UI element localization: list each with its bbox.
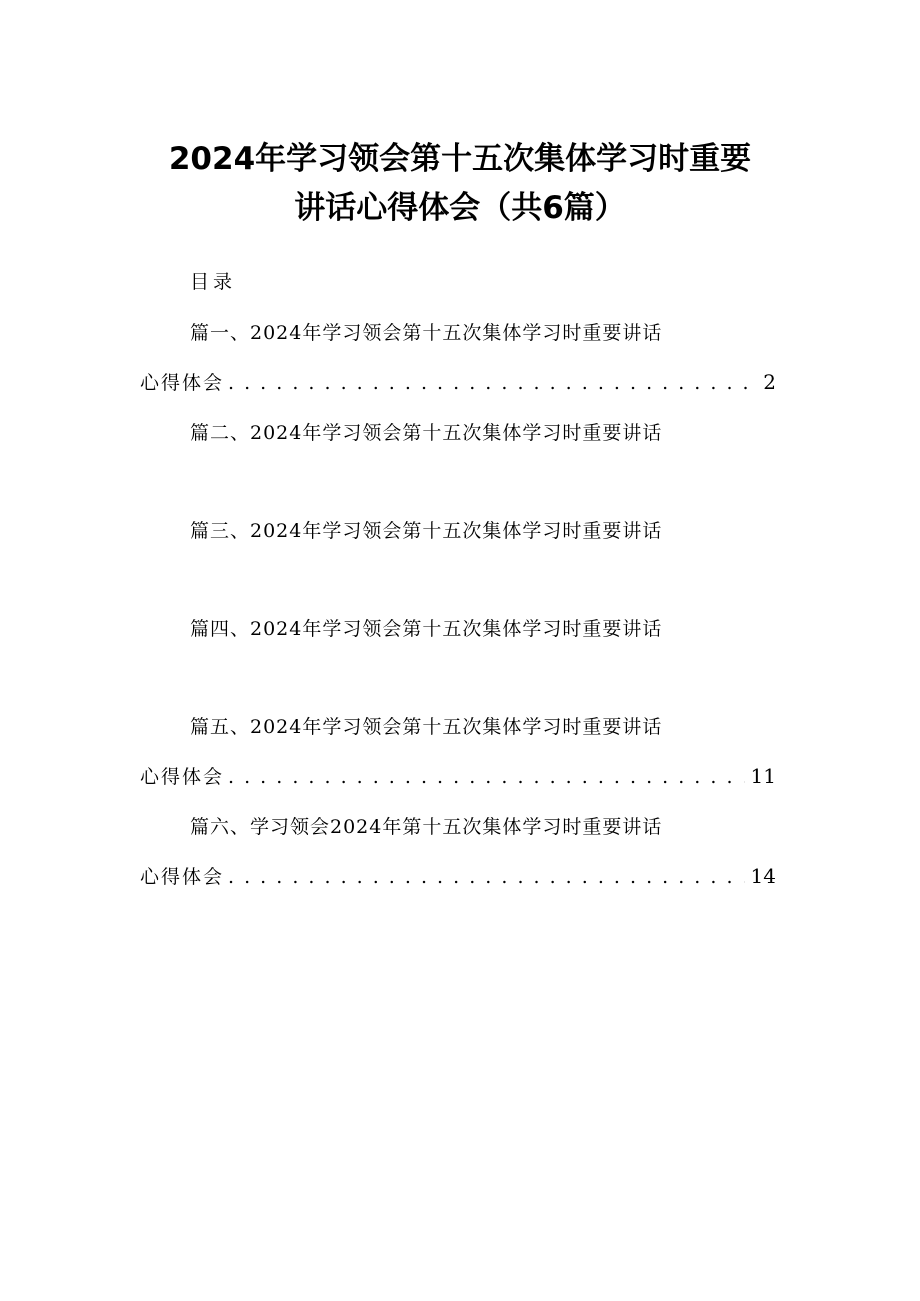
- toc-entry-6-label: 心得体会: [140, 866, 225, 888]
- toc-entry-2-title[interactable]: 篇二、2024年学习领会第十五次集体学习时重要讲话: [190, 422, 663, 444]
- toc-entry-6-title[interactable]: 篇六、学习领会2024年第十五次集体学习时重要讲话: [190, 816, 663, 838]
- toc-entry-3-title[interactable]: 篇三、2024年学习领会第十五次集体学习时重要讲话: [190, 520, 663, 542]
- toc-entry-5-title[interactable]: 篇五、2024年学习领会第十五次集体学习时重要讲话: [190, 716, 663, 738]
- toc-entry-1-page-number: 2: [763, 370, 776, 394]
- document-title-line1: 2024年学习领会第十五次集体学习时重要: [168, 141, 752, 177]
- toc-entry-6-leader-dots: [228, 863, 745, 891]
- toc-entry-6-continuation[interactable]: [140, 862, 776, 891]
- toc-entry-6-page-number: 14: [750, 864, 776, 888]
- toc-entry-5-continuation[interactable]: [140, 762, 776, 791]
- toc-entry-5-page-number: 11: [750, 764, 776, 788]
- toc-entry-1-continuation[interactable]: [140, 368, 776, 397]
- toc-entry-5-leader-dots: [228, 763, 745, 791]
- toc-entry-1-leader-dots: [228, 369, 757, 397]
- toc-entry-5-label: 心得体会: [140, 766, 225, 788]
- toc-heading: 目录: [190, 271, 237, 293]
- toc-entry-1-title[interactable]: 篇一、2024年学习领会第十五次集体学习时重要讲话: [190, 322, 663, 344]
- toc-entry-1-label: 心得体会: [140, 372, 225, 394]
- toc-entry-4-title[interactable]: 篇四、2024年学习领会第十五次集体学习时重要讲话: [190, 618, 663, 640]
- document-title-line2: 讲话心得体会（共6篇）: [294, 190, 626, 226]
